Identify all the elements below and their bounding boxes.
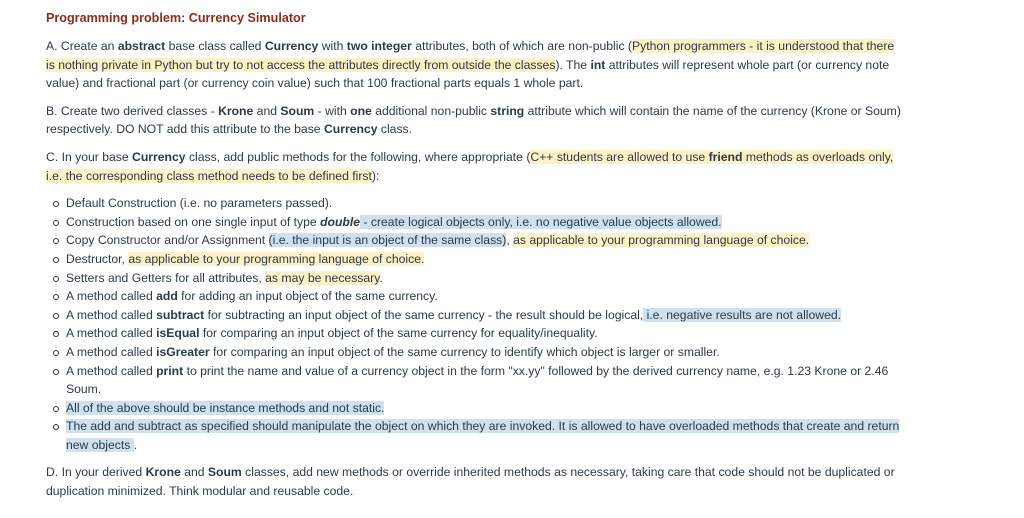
text: base class called <box>165 39 265 53</box>
bold-text: Currency <box>132 149 186 164</box>
bold-text: one <box>350 103 372 118</box>
bold-text: isEqual <box>156 326 200 341</box>
text: attributes, both of which are non-public ( <box>411 39 632 53</box>
bold-text: Currency <box>323 122 378 137</box>
text: C. In your base <box>46 149 133 164</box>
highlighted-text: methods as overloads only, i.e. the corresponding class method needs to be defined first <box>46 149 894 183</box>
text: with <box>318 39 347 53</box>
text: attributes will represent whole part (or currency note value) and fractional part (or currency coin value) such that 100 fractional parts equals 1 whole part. <box>46 57 890 91</box>
text: ): <box>371 168 380 183</box>
text: A. Create an <box>46 39 118 53</box>
highlighted-text: as applicable to your programming language of choice. <box>128 251 425 266</box>
text: for comparing an input object of the same currency to identify which object is larger or smaller. <box>209 344 720 359</box>
list-item <box>66 250 906 269</box>
text: . <box>133 437 138 452</box>
list-item <box>66 231 906 250</box>
bold-text: string <box>490 103 525 118</box>
bold-text: Soum <box>207 465 242 480</box>
highlighted-text: as may be necessary <box>265 270 380 285</box>
list-item <box>66 306 906 325</box>
text: - with <box>314 103 351 118</box>
list-item <box>66 343 906 362</box>
bold-text: add <box>156 289 178 304</box>
highlighted-text: as applicable to your programming language of choice. <box>513 233 810 248</box>
bold-italic-text: double <box>320 214 361 229</box>
method-list <box>46 194 906 454</box>
text: class, add public methods for the following, where appropriate ( <box>185 149 531 164</box>
text: Destructor, <box>66 251 129 266</box>
bold-text: subtract <box>156 307 205 322</box>
bold-text: Krone <box>145 465 181 480</box>
list-item <box>66 417 906 454</box>
bold-text: isGreater <box>156 344 210 359</box>
text: for subtracting an input object of the same currency - the result should be logical, <box>204 307 644 322</box>
text: A method called <box>66 289 157 304</box>
highlighted-text: Python programmers - it is understood that there is nothing private in Python but try to not access the attributes directly from outside the classes <box>46 39 895 72</box>
highlighted-text: - create logical objects only, i.e. no negative value objects allowed. <box>360 214 722 229</box>
text: Copy Constructor and/or Assignment <box>66 233 269 248</box>
bold-text: Krone <box>218 103 254 118</box>
text: class. <box>377 122 413 137</box>
text: . <box>379 270 383 285</box>
paragraph-c <box>46 148 906 185</box>
text: A method called <box>66 363 157 378</box>
text: , <box>506 233 514 248</box>
list-item <box>66 269 906 288</box>
list-item <box>66 194 906 213</box>
bold-text: Soum <box>280 103 315 118</box>
bold-text: print <box>156 363 184 378</box>
text: and <box>180 465 208 480</box>
text: Construction based on one single input of type <box>66 214 321 229</box>
bold-text: int <box>590 57 606 72</box>
bold-highlighted-text: friend <box>708 149 743 164</box>
text: A method called <box>66 307 157 322</box>
highlighted-text: i.e. negative results are not allowed. <box>643 307 842 322</box>
text: for comparing an input object of the same currency for equality/inequality. <box>199 326 598 341</box>
text: ). The <box>555 57 591 72</box>
bold-text: abstract <box>117 39 166 53</box>
bold-text: two integer <box>346 39 412 53</box>
text: additional non-public <box>371 103 491 118</box>
list-item <box>66 213 906 232</box>
text: A method called <box>66 326 157 341</box>
page-title: Programming problem: Currency Simulator <box>46 11 306 25</box>
list-item <box>66 362 906 399</box>
bold-text: Currency <box>264 39 319 53</box>
highlighted-text: (i.e. the input is an object of the same class) <box>268 233 507 248</box>
highlighted-text: All of the above should be instance methods and not static. <box>66 400 385 415</box>
list-item <box>66 399 906 418</box>
text: A method called <box>66 344 157 359</box>
list-item <box>66 287 906 306</box>
text: and <box>253 103 281 118</box>
list-item <box>66 324 906 343</box>
text: attribute which will contain the name of the currency (Krone or Soum) respectively. DO NOT add this attribute to the base <box>46 103 901 137</box>
text: D. In your derived <box>46 465 146 480</box>
paragraph-d <box>46 463 906 500</box>
paragraph-a <box>46 37 906 93</box>
text: classes, add new methods or override inherited methods as necessary, taking care that code should not be duplicated or duplication minimized. Think modular and reusable code. <box>46 465 895 499</box>
paragraph-b <box>46 102 906 139</box>
text: Default Construction (i.e. no parameters passed). <box>66 196 333 211</box>
highlighted-text: C++ students are allowed to use <box>530 149 709 164</box>
text: to print the name and value of a currency object in the form "xx.yy" followed by the derived currency name, e.g. 1.23 Krone or 2.46 Soum. <box>66 363 889 397</box>
text: Setters and Getters for all attributes, <box>66 270 266 285</box>
text: B. Create two derived classes - <box>46 103 219 118</box>
text: for adding an input object of the same currency. <box>177 289 438 304</box>
highlighted-text: The add and subtract as specified should manipulate the object on which they are invoked. It is allowed to have overloaded methods that create and return new objects <box>66 419 900 452</box>
